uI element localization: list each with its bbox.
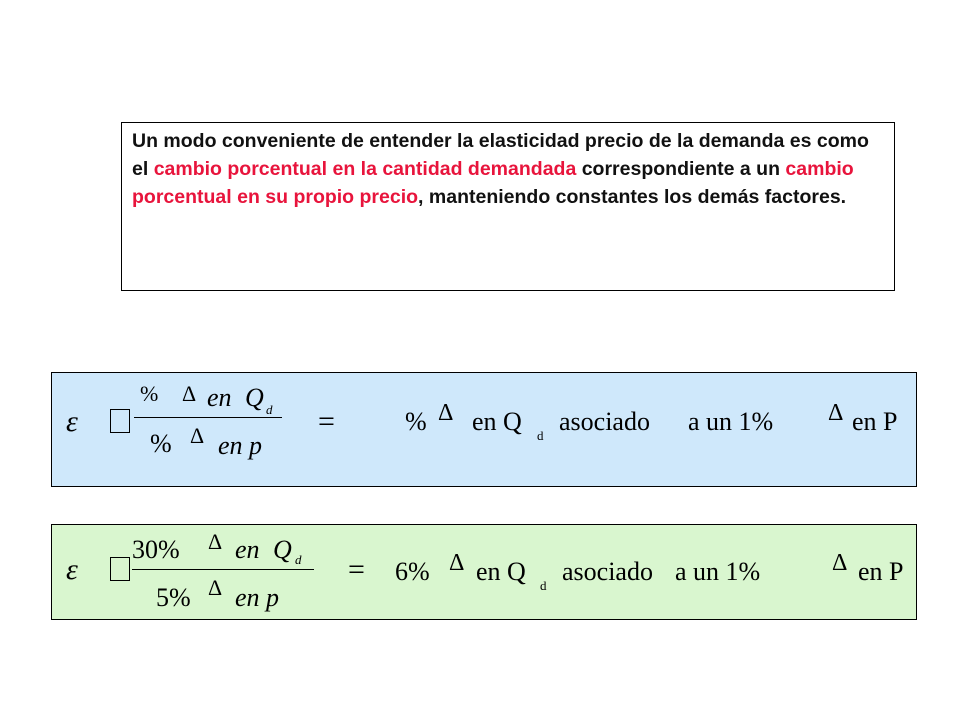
denominator-en-p: en p [235, 583, 280, 612]
numerator-q-subscript: d [295, 552, 302, 567]
missing-glyph-icon [110, 409, 130, 433]
delta-icon: Δ [208, 529, 223, 554]
fraction-bar [134, 417, 282, 418]
numerator-en: en [207, 383, 232, 412]
rhs-percent: % [405, 407, 427, 436]
delta-icon: Δ [438, 400, 454, 426]
numerator-en: en [235, 535, 260, 564]
denominator-en-p: en p [218, 431, 263, 460]
denominator-percent: % [150, 429, 172, 458]
rhs-en-p: en P [858, 557, 904, 586]
intro-highlight-price-change: cambio porcentual en su propio precio [132, 158, 854, 208]
intro-highlight-quantity-change: cambio porcentual en la cantidad demandada [153, 158, 577, 180]
intro-text-part1: Un modo conveniente de entender la elasticidad precio de la demanda es como el [132, 130, 869, 180]
intro-text-part2: correspondiente a un [576, 158, 786, 180]
delta-icon: Δ [190, 423, 205, 448]
rhs-q-subscript: d [537, 428, 544, 443]
missing-glyph-icon [110, 557, 130, 581]
rhs-a-un-1-percent: a un 1% [688, 407, 774, 436]
intro-text-box [121, 122, 895, 291]
epsilon-symbol: ε [66, 405, 78, 438]
rhs-asociado: asociado [559, 407, 650, 436]
elasticity-example-equation [51, 524, 917, 620]
intro-text-part3: , manteniendo constantes los demás factores. [418, 186, 847, 208]
epsilon-symbol: ε [66, 553, 78, 586]
delta-icon: Δ [832, 550, 848, 576]
equals-sign: = [348, 553, 365, 586]
delta-icon: Δ [828, 400, 844, 426]
rhs-q-subscript: d [540, 578, 547, 593]
delta-icon: Δ [449, 550, 465, 576]
rhs-asociado: asociado [562, 557, 653, 586]
denominator-5-percent: 5% [156, 583, 191, 612]
rhs-en-p: en P [852, 407, 898, 436]
numerator-30-percent: 30% [132, 535, 180, 564]
delta-icon: Δ [182, 381, 197, 406]
numerator-q-subscript: d [266, 402, 273, 417]
numerator-q: Q [245, 383, 264, 412]
numerator-percent: % [140, 381, 159, 406]
fraction-bar [132, 569, 314, 570]
numerator-q: Q [273, 535, 292, 564]
rhs-a-un-1-percent: a un 1% [675, 557, 761, 586]
rhs-en-q: en Q [472, 407, 522, 436]
rhs-6-percent: 6% [395, 557, 430, 586]
rhs-en-q: en Q [476, 557, 526, 586]
equals-sign: = [318, 405, 335, 438]
delta-icon: Δ [208, 575, 223, 600]
elasticity-definition-equation [51, 372, 917, 487]
